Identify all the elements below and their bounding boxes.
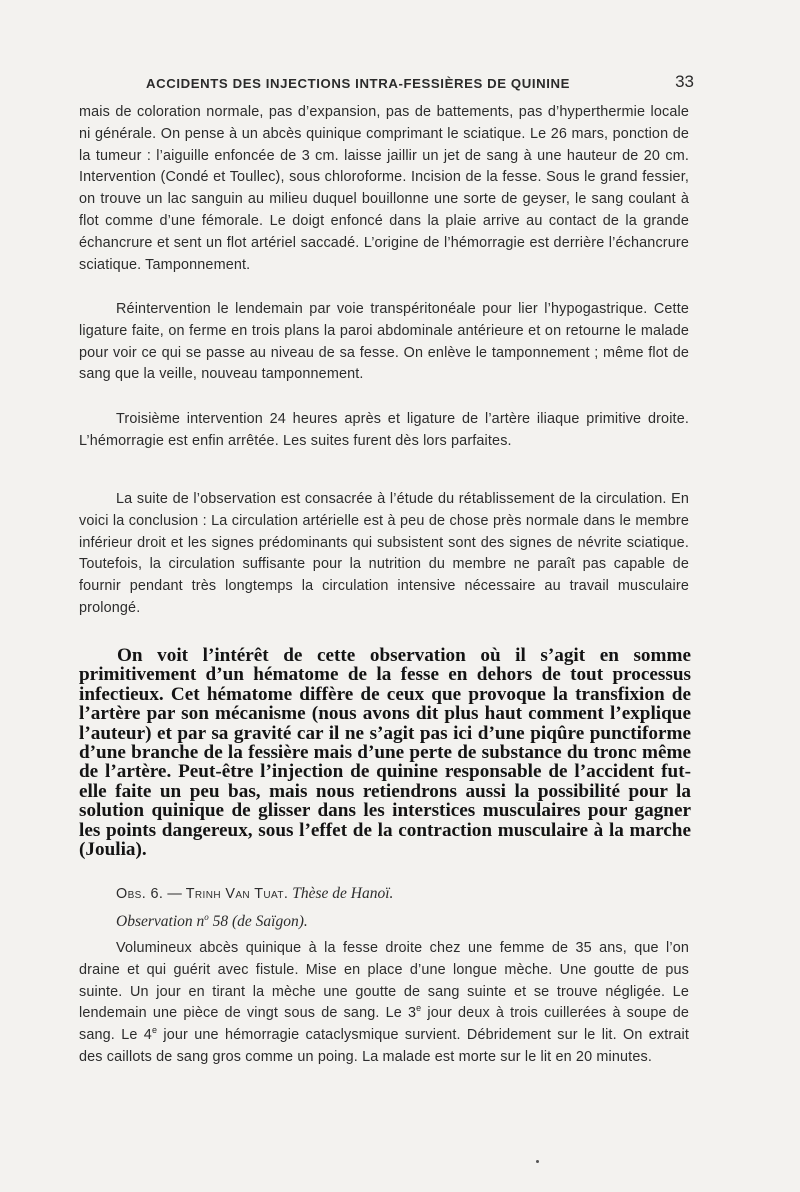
paper-speck — [536, 1160, 539, 1163]
observation-thesis: Thèse de Hanoï. — [292, 885, 394, 902]
case-text-part-1: Volumineux abcès quinique à la fesse droite chez une femme de 35 ans, que l’on draine et qui guérit avec fistule. Mise en place d’une longue mèche. Une goutte de pus suinte. Un jour en tirant la mèche une goutte de sang suinte et se trouve négligée. Le lendemain une pièce de vingt sous de sang. Le 3 — [79, 940, 689, 1022]
observation-author: Trinh Van Tuat. — [185, 886, 289, 902]
page-header — [114, 72, 694, 96]
case-text-part-2: jour deux à trois cuillerées à soupe de sang. Le 4 — [79, 1005, 689, 1044]
observation-heading — [116, 883, 393, 905]
observation-number-source: 58 (de Saïgon). — [208, 913, 308, 930]
observation-number-label: Observation n — [116, 913, 205, 930]
commentary-bold-paragraph: On voit l’intérêt de cette observation où il s’agit en somme primitivement d’un hématome de la fesse en dehors de tout processus infectieux. Cet hématome diffère de ceux que provoque la transfixion de l’artère par son mécanisme (nous avons dit plus haut comment l’explique l’auteur) et par sa gravité car il ne s’agit pas ici d’une piqûre punctiforme d’une branche de la fessière mais d’une perte de substance du tronc même de l’artère. Peut-être l’injection de quinine responsable de l’accident fut-elle faite un peu bas, mais nous retiendrons aussi la possibilité pour la solution quinique de glisser dans les interstices musculaires pour gagner les points dangereux, sous l’effet de la contraction musculaire à la marche (Joulia). — [79, 645, 691, 861]
paragraph-third-intervention: Troisième intervention 24 heures après et ligature de l’artère iliaque primitive droite. L’hémorragie est enfin arrêtée. Les suites furent dès lors parfaites. — [79, 411, 689, 449]
paragraph-case-description: mais de coloration normale, pas d’expansion, pas de battements, pas d’hyperthermie locale ni générale. On pense à un abcès quinique comprimant le sciatique. Le 26 mars, ponction de la tumeur : l’aiguille enfoncée de 3 cm. laisse jaillir un jet de sang à une hauteur de 20 cm. Intervention (Condé et Toullec), sous chloroforme. Incision de la fesse. Sous le grand fessier, on trouve un lac sanguin au milieu duquel bouillonne une sorte de geyser, le sang coulant à flot comme d’une fémorale. Le doigt enfoncé dans la plaie arrive au contact de la grande échancrure et sent un flot artériel saccadé. L’origine de l’hémorragie est derrière l’échancrure sciatique. Tamponnement. — [79, 104, 689, 273]
page-number: 33 — [675, 72, 694, 91]
observation-dash: — — [163, 886, 186, 902]
paragraph-circulation: La suite de l’observation est consacrée à l’étude du rétablissement de la circulation. En voici la conclusion : La circulation artérielle est à peu de chose près normale dans le membre inférieur droit et les signes prédominants qui subsistent sont des signes de névrite sciatique. Toutefois, la circulation suffisante pour la nutrition du membre ne paraît pas capable de fournir pendant très longtemps la circulation intensive nécessaire au travail musculaire prolongé. — [79, 491, 689, 616]
observation-number-sup: o — [204, 911, 209, 922]
paragraph-reintervention: Réintervention le lendemain par voie transpéritonéale pour lier l’hypogastrique. Cette ligature faite, on ferme en trois plans la paroi abdominale antérieure et on retourne le malade pour voir ce qui se passe au niveau de sa fesse. On enlève le tamponnement ; même flot de sang que la veille, nouveau tamponnement. — [79, 301, 689, 383]
observation-label: Obs. 6. — [116, 886, 164, 902]
paragraph-observation-case — [79, 938, 689, 1069]
ordinal-sup-2: e — [151, 1025, 158, 1036]
running-head: ACCIDENTS DES INJECTIONS INTRA-FESSIÈRES DE QUININE — [146, 76, 571, 91]
case-text-part-3: jour une hémorragie cataclysmique survient. Débridement sur le lit. On extrait des caillots de sang gros comme un poing. La malade est morte sur le lit en 20 minutes. — [79, 1027, 689, 1065]
ordinal-sup-1: e — [416, 1003, 422, 1014]
observation-subheading — [116, 911, 308, 933]
